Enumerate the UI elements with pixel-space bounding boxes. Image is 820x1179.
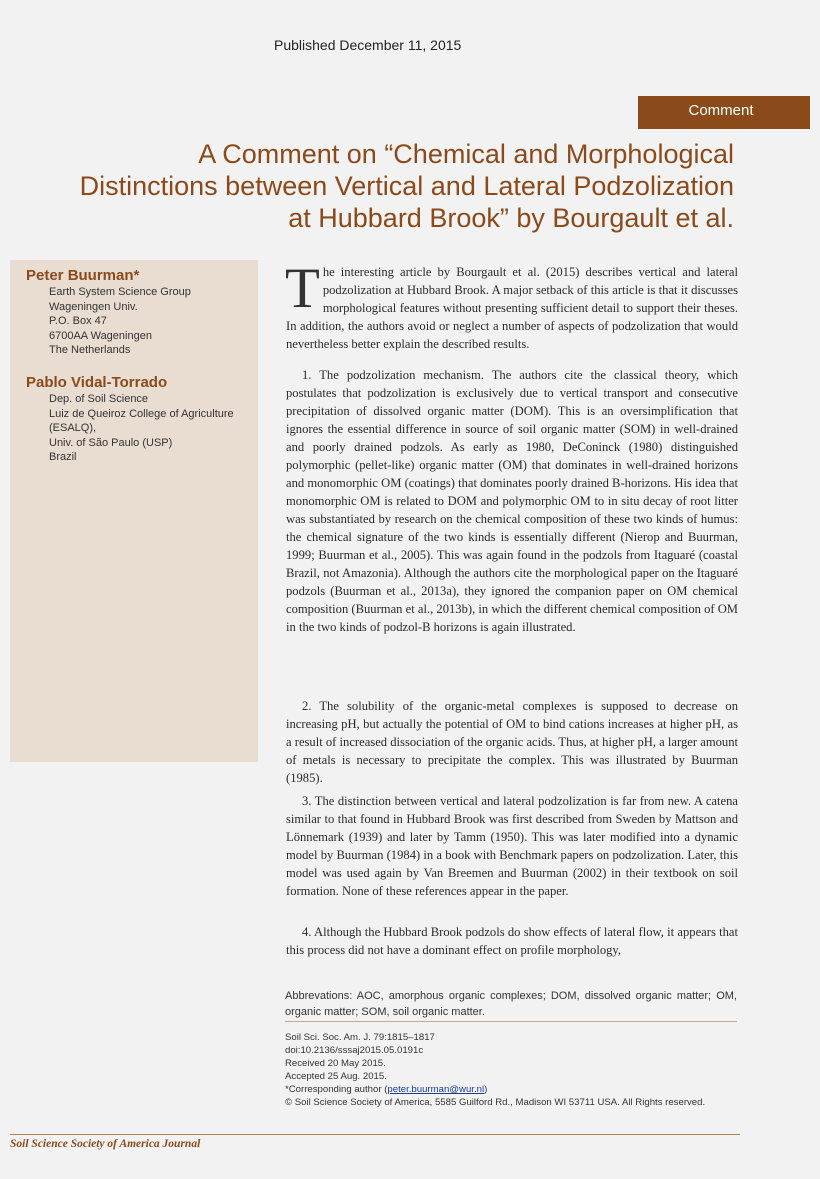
author-block: [10, 267, 191, 358]
affiliation-line: The Netherlands: [49, 344, 131, 356]
journal-name: Soil Science Society of America Journal: [10, 1138, 201, 1150]
affiliation-line: Luiz de Queiroz College of Agriculture: [49, 407, 234, 420]
title-line-3: at Hubbard Brook” by Bourgault et al.: [288, 203, 734, 233]
body-paragraph-4: 4. Although the Hubbard Brook podzols do show effects of lateral flow, it appears that this process did not have a dominant effect on profile morphology,: [286, 925, 738, 957]
section-tab-comment: Comment: [638, 96, 810, 129]
abbreviations-note: Abbrevations: AOC, amorphous organic complexes; DOM, dissolved organic matter; OM, organic matter; SOM, soil organic matter.: [285, 990, 737, 1018]
received-date: Received 20 May 2015.: [285, 1058, 386, 1069]
body-paragraph-3: 3. The distinction between vertical and lateral podzolization is far from new. A catena similar to that found in Hubbard Brook was first described from Sweden by Mattson and Lönnemark (1939) and later by Tamm (1950). This was later modified into a dynamic model by Buurman (1984) in a book with Benchmark papers on podzolization. Later, this model was used again by Van Breemen and Buurman (2002) in their textbook on soil formation. None of these references appear in the paper.: [286, 794, 738, 898]
title-line-2: Distinctions between Vertical and Lateral Podzolization: [79, 171, 734, 201]
body-paragraph-1: 1. The podzolization mechanism. The authors cite the classical theory, which postulates that podzolization is exclusively due to vertical transport and consecutive precipitation of dissolved organic matter (DOM). This is an oversimplification that ignores the essential difference in source of soil organic matter (SOM) in well-drained and poorly drained podzols. As early as 1980, DeConinck (1980) distinguished polymorphic (pellet-like) organic matter (OM) that dominates in well-drained horizons and monomorphic OM (coatings) that dominates poorly drained B-horizons. His idea that monomorphic OM is related to DOM and polymorphic OM to in situ decay of root litter was substantiated by research on the chemical composition of these two kinds of humus: the chemical signature of the two kinds is essentially different (Nierop and Buurman, 1999; Buurman et al., 2005). This was again found in the podzols from Itaguaré (coastal Brazil, not Amazonia). Although the authors cite the morphological paper on the Itaguaré podzols (Buurman et al., 2013a), they ignored the companion paper on OM chemical composition (Buurman et al., 2013b), in which the different chemical composition of OM in the two kinds of podzol-B horizons is again illustrated.: [286, 368, 738, 634]
body-paragraph-2: 2. The solubility of the organic-metal complexes is supposed to decrease on increasing pH, but actually the potential of OM to bind cations increases at higher pH, as a result of increased dissociation of the organic acids. Thus, at higher pH, a larger amount of metals is necessary to precipitate the complex. This was illustrated by Buurman (1985).: [286, 699, 738, 785]
divider: [285, 1021, 737, 1022]
corresponding-email-link[interactable]: peter.buurman@wur.nl: [387, 1084, 485, 1095]
author-block: [10, 374, 234, 465]
citation: Soil Sci. Soc. Am. J. 79:1815–1817: [285, 1032, 435, 1043]
affiliation-line: Brazil: [49, 451, 77, 463]
author-name: Peter Buurman*: [26, 267, 140, 284]
footer-rule: [10, 1134, 740, 1135]
published-date: Published December 11, 2015: [274, 37, 462, 53]
title-line-1: A Comment on “Chemical and Morphological: [198, 139, 734, 169]
copyright: © Soil Science Society of America, 5585 Guilford Rd., Madison WI 53711 USA. All Rights reserved.: [285, 1097, 706, 1108]
accepted-date: Accepted 25 Aug. 2015.: [285, 1071, 387, 1082]
intro-paragraph: [285, 257, 738, 353]
author-name: Pablo Vidal-Torrado: [26, 374, 168, 391]
affiliation-line: Earth System Science Group: [49, 286, 191, 298]
doi: doi:10.2136/sssaj2015.05.0191c: [285, 1045, 424, 1056]
affiliation-line: Dep. of Soil Science: [49, 393, 149, 405]
article-metadata: [285, 1031, 755, 1109]
affiliation-line: Univ. of São Paulo (USP): [49, 436, 173, 449]
affiliation-line: (ESALQ),: [49, 422, 97, 434]
affiliation-line: Wageningen Univ.: [49, 300, 138, 313]
corresponding-author: *Corresponding author (peter.buurman@wur.nl): [285, 1084, 488, 1095]
drop-cap: T: [285, 257, 320, 320]
author-sidebar: [10, 260, 258, 762]
intro-text: he interesting article by Bourgault et al. (2015) describes vertical and lateral podzolization at Hubbard Brook. A major setback of this article is that it discusses morphological features without presenting sufficient detail to support their theses. In addition, the authors avoid or neglect a number of aspects of podzolization that would nevertheless better explain the described results.: [286, 265, 738, 351]
affiliation-line: 6700AA Wageningen: [49, 329, 152, 342]
article-title: [14, 138, 734, 234]
affiliation-line: P.O. Box 47: [49, 315, 107, 327]
